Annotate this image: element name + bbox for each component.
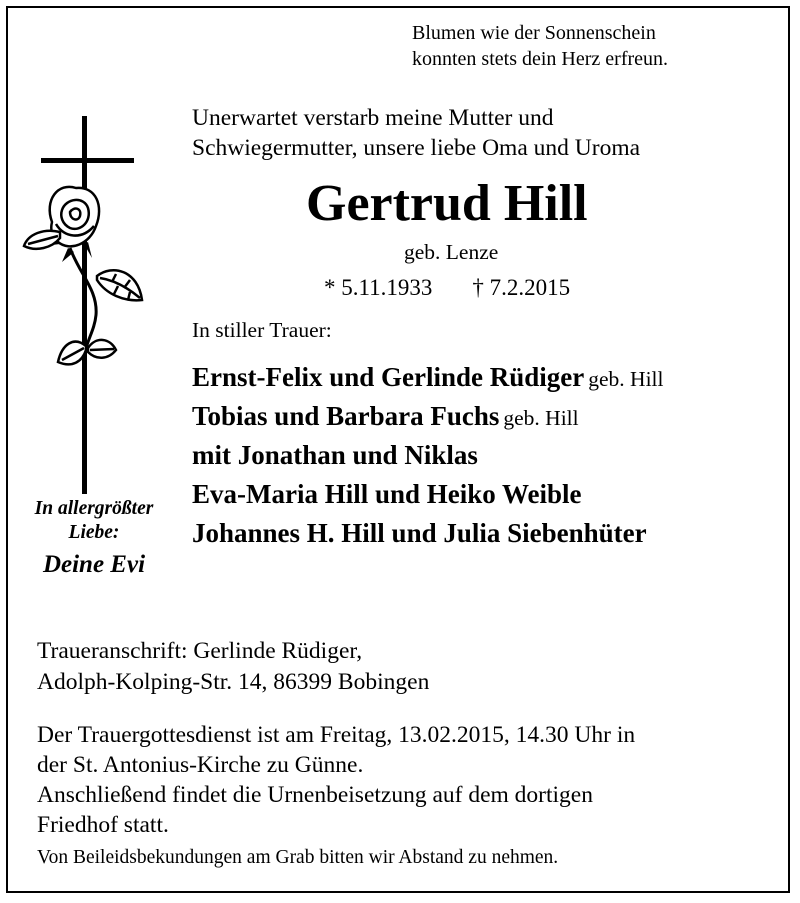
address-line: Adolph-Kolping-Str. 14, 86399 Bobingen bbox=[37, 669, 430, 695]
mourner-name: Ernst-Felix und Gerlinde Rüdiger bbox=[192, 362, 585, 392]
death-date: † 7.2.2015 bbox=[472, 275, 571, 300]
mourner-name: mit Jonathan und Niklas bbox=[192, 440, 478, 470]
life-dates bbox=[324, 275, 570, 301]
mourner-entry bbox=[192, 360, 664, 399]
address-line: Traueranschrift: Gerlinde Rüdiger, bbox=[37, 638, 363, 664]
mourner-entry bbox=[192, 477, 664, 516]
mourners-list bbox=[192, 360, 664, 555]
mourning-address bbox=[37, 636, 429, 698]
mourner-note: geb. Hill bbox=[503, 406, 579, 430]
service-line: der St. Antonius-Kirche zu Günne. bbox=[37, 752, 364, 778]
side-dedication bbox=[0, 497, 188, 545]
service-line: Der Trauergottesdienst ist am Freitag, 13.02.2015, 14.30 Uhr in bbox=[37, 722, 636, 748]
mourner-name: Tobias und Barbara Fuchs bbox=[192, 401, 500, 431]
quote bbox=[412, 20, 668, 72]
mourners-heading: In stiller Trauer: bbox=[192, 318, 332, 342]
quote-line: Blumen wie der Sonnenschein bbox=[412, 22, 656, 44]
mourner-name: Johannes H. Hill und Julia Siebenhüter bbox=[192, 518, 647, 548]
side-signature: Deine Evi bbox=[42, 551, 146, 578]
mourner-entry bbox=[192, 438, 664, 477]
mourner-entry bbox=[192, 399, 664, 438]
closing-note: Von Beileidsbekundungen am Grab bitten wir Abstand zu nehmen. bbox=[37, 847, 559, 868]
mourner-entry bbox=[192, 516, 664, 555]
birth-date: * 5.11.1933 bbox=[324, 275, 433, 300]
side-line: Liebe: bbox=[68, 522, 120, 543]
intro-line: Schwiegermutter, unsere liebe Oma und Uroma bbox=[192, 135, 641, 161]
mourner-note: geb. Hill bbox=[588, 367, 664, 391]
service-line: Friedhof statt. bbox=[37, 812, 169, 838]
birth-name: geb. Lenze bbox=[404, 240, 499, 264]
service-info bbox=[37, 720, 635, 840]
mourner-name: Eva-Maria Hill und Heiko Weible bbox=[192, 479, 582, 509]
service-line: Anschließend findet die Urnenbeisetzung auf dem dortigen bbox=[37, 782, 593, 808]
quote-line: konnten stets dein Herz erfreun. bbox=[412, 48, 669, 70]
deceased-name: Gertrud Hill bbox=[306, 175, 588, 232]
side-line: In allergrößter bbox=[34, 498, 154, 519]
cross-with-rose-icon bbox=[0, 0, 190, 520]
intro-line: Unerwartet verstarb meine Mutter und bbox=[192, 105, 554, 131]
intro-text bbox=[192, 103, 640, 163]
